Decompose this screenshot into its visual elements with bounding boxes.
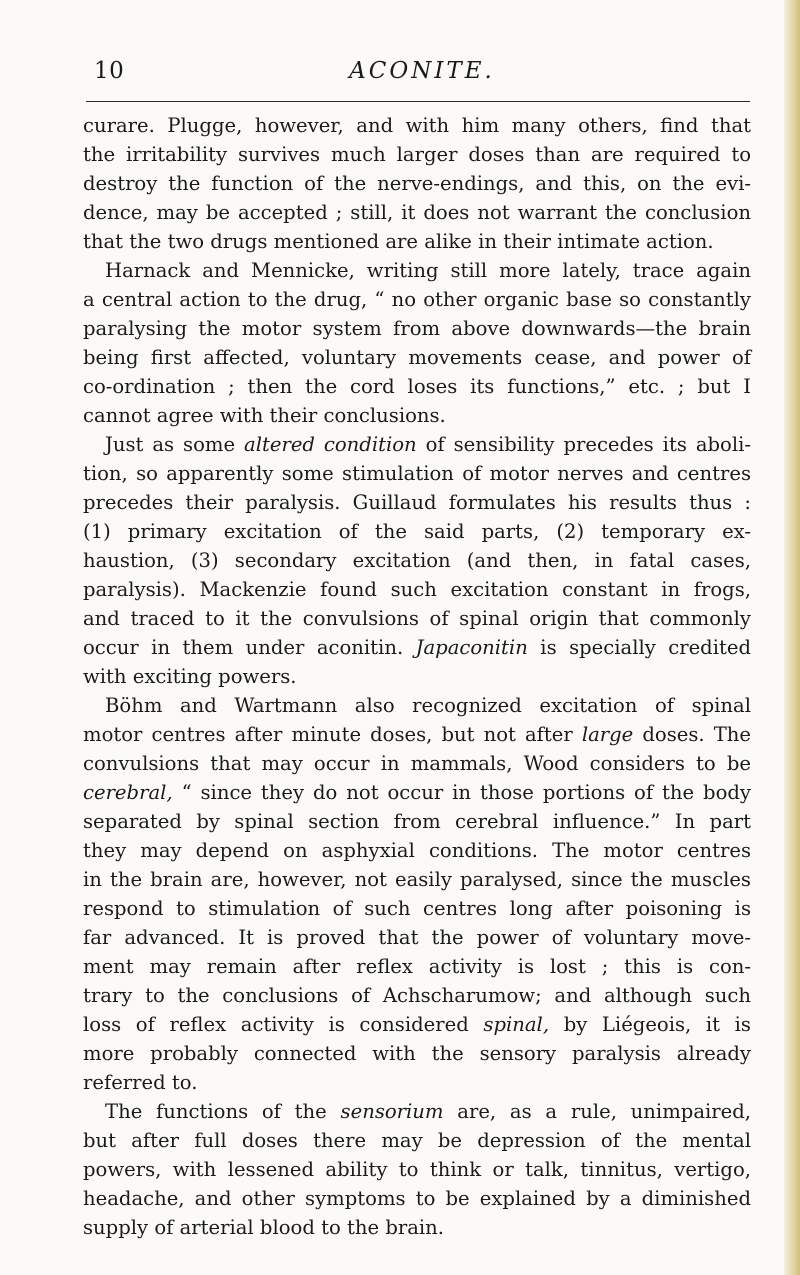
text-line: cannot agree with their conclusions. <box>83 404 446 427</box>
text-line: co-ordination ; then the cord loses its functions,” etc. ; but I <box>83 375 751 398</box>
text-line: that the two drugs mentioned are alike in their intimate action. <box>83 230 714 253</box>
text-run: loss of reflex activity is considered <box>83 1013 469 1036</box>
text-run: by Liégeois, it is <box>563 1013 751 1036</box>
text-line <box>83 430 751 459</box>
text-line: curare. Plugge, however, and with him many others, find that <box>83 114 751 137</box>
page-number: 10 <box>94 58 125 84</box>
text-line: in the brain are, however, not easily paralysed, since the muscles <box>83 868 751 891</box>
text-line: haustion, (3) secondary excitation (and then, in fatal cases, <box>83 549 751 572</box>
text-line: more probably connected with the sensory paralysis already <box>83 1042 751 1065</box>
text-line <box>83 720 751 749</box>
text-line <box>83 633 751 662</box>
text-line <box>83 1010 751 1039</box>
text-line: respond to stimulation of such centres long after poisoning is <box>83 897 751 920</box>
text-line: they may depend on asphyxial conditions. The motor centres <box>83 839 751 862</box>
text-line: precedes their paralysis. Guillaud formulates his results thus : <box>83 491 751 514</box>
text-run: doses. The <box>642 723 752 746</box>
text-line: ment may remain after reflex activity is lost ; this is con- <box>83 955 751 978</box>
text-line: (1) primary excitation of the said parts, (2) temporary ex- <box>83 520 751 543</box>
italic-term: spinal, <box>483 1013 550 1036</box>
text-run: “ since they do not occur in those portions of the body <box>181 781 751 804</box>
italic-term: sensorium <box>340 1100 444 1123</box>
text-line: tion, so apparently some stimulation of motor nerves and centres <box>83 462 751 485</box>
text-run: is specially credited <box>540 636 752 659</box>
text-line: supply of arterial blood to the brain. <box>83 1216 445 1239</box>
body-text <box>83 111 751 1242</box>
text-line: and traced to it the convulsions of spinal origin that commonly <box>83 607 751 630</box>
text-line: with exciting powers. <box>83 665 297 688</box>
italic-term: Japaconitin <box>415 636 528 659</box>
text-run: occur in them under aconitin. <box>83 636 404 659</box>
page-header <box>86 58 750 94</box>
text-line: separated by spinal section from cerebral influence.” In part <box>83 810 751 833</box>
text-line: paralysis). Mackenzie found such excitation constant in frogs, <box>83 578 751 601</box>
italic-term: altered condition <box>244 433 417 456</box>
header-rule <box>86 101 750 102</box>
text-line: dence, may be accepted ; still, it does not warrant the conclusion <box>83 201 751 224</box>
running-head-title: ACONITE. <box>349 58 495 84</box>
italic-term: cerebral, <box>83 781 173 804</box>
text-line <box>83 1097 751 1126</box>
text-line: destroy the function of the nerve-endings, and this, on the evi- <box>83 172 751 195</box>
text-line <box>83 778 751 807</box>
text-line: Böhm and Wartmann also recognized excitation of spinal <box>105 694 751 717</box>
page-edge-shadow <box>784 0 800 1275</box>
text-line: powers, with lessened ability to think or talk, tinnitus, vertigo, <box>83 1158 751 1181</box>
text-line: headache, and other symptoms to be explained by a diminished <box>83 1187 751 1210</box>
text-line: far advanced. It is proved that the power of voluntary move- <box>83 926 751 949</box>
text-line: being first affected, voluntary movements cease, and power of <box>83 346 751 369</box>
text-line: paralysing the motor system from above downwards—the brain <box>83 317 751 340</box>
text-line: convulsions that may occur in mammals, Wood considers to be <box>83 752 751 775</box>
text-run: are, as a rule, unimpaired, <box>457 1100 751 1123</box>
text-line: Harnack and Mennicke, writing still more lately, trace again <box>105 259 751 282</box>
text-run: motor centres after minute doses, but not after <box>83 723 573 746</box>
text-run: The functions of the <box>105 1100 327 1123</box>
text-line: a central action to the drug, “ no other organic base so constantly <box>83 288 751 311</box>
italic-term: large <box>581 723 634 746</box>
text-line: but after full doses there may be depression of the mental <box>83 1129 751 1152</box>
text-line: referred to. <box>83 1071 198 1094</box>
text-line: trary to the conclusions of Achscharumow; and although such <box>83 984 751 1007</box>
text-run: Just as some <box>105 433 236 456</box>
text-line: the irritability survives much larger doses than are required to <box>83 143 751 166</box>
text-run: of sensibility precedes its aboli- <box>425 433 751 456</box>
